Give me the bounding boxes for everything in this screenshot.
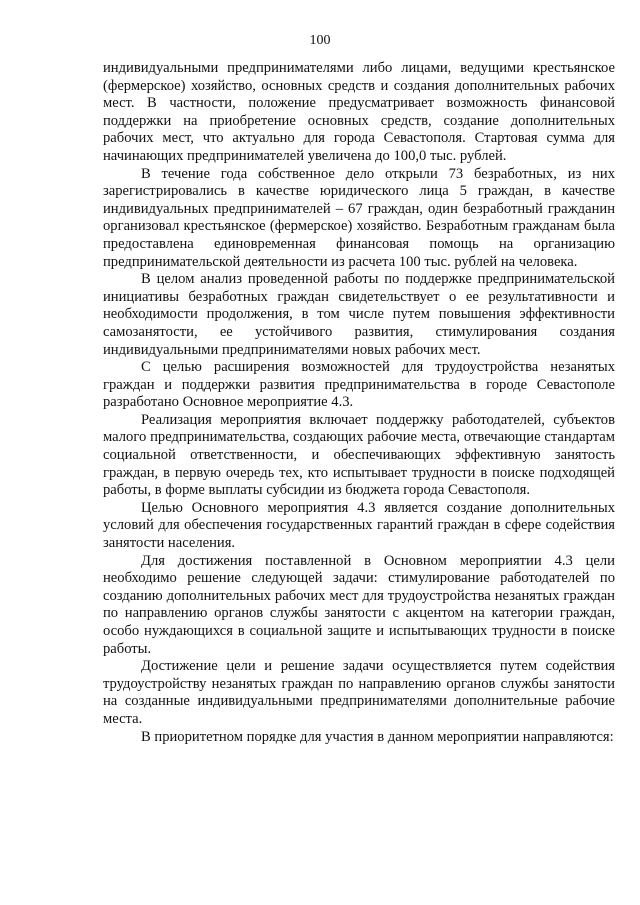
paragraph-continuation: индивидуальными предпринимателями либо лицами, ведущими крестьянское (фермерское) хозяйство, основных средств и создания дополнительных рабочих мест. В частности, положение предусматривает возможность финансовой поддержки на приобретение основных средств, создание дополнительных рабочих мест, что актуально для города Севастополя. Стартовая сумма для начинающих предпринимателей увеличена до 100,0 тыс. рублей. bbox=[103, 60, 615, 164]
paragraph-implementation: Реализация мероприятия включает поддержку работодателей, субъектов малого предпринимательства, создающих рабочие места, отвечающие стандартам социальной ответственности, и обеспечивающих эффективную занятость граждан, в первую очередь тех, кто испытывает трудности в поиске подходящей работы, в форме выплаты субсидии из бюджета города Севастополя. bbox=[103, 411, 615, 499]
paragraph-analysis: В целом анализ проведенной работы по поддержке предпринимательской инициативы безработных граждан свидетельствует о ее результативности и необходимости продолжения, в том числе путем повышения эффективности самозанятости, ее устойчивого развития, стимулирования создания индивидуальными предпринимателями новых рабочих мест. bbox=[103, 271, 615, 358]
paragraph-self-employment: В течение года собственное дело открыли 73 безработных, из них зарегистрировались в качестве юридического лица 5 граждан, в качестве индивидуальных предпринимателей – 67 граждан, один безработный гражданин организовал крестьянское (фермерское) хозяйство. Безработным гражданам была предоставлена единовременная финансовая помощь на организацию предпринимательской деятельности из расчета 100 тыс. рублей на человека. bbox=[103, 165, 615, 270]
paragraph-achievement: Достижение цели и решение задачи осуществляется путем содействия трудоустройству незанятых граждан по направлению органов службы занятости на созданные индивидуальными предпринимателями дополнительные рабочие места. bbox=[103, 658, 615, 727]
paragraph-measure-4-3: С целью расширения возможностей для трудоустройства незанятых граждан и поддержки развития предпринимательства в городе Севастополе разработано Основное мероприятие 4.3. bbox=[103, 359, 615, 411]
paragraph-task: Для достижения поставленной в Основном мероприятии 4.3 цели необходимо решение следующей задачи: стимулирование работодателей по созданию дополнительных рабочих мест для трудоустройства незанятых граждан по направлению органов службы занятости с акцентом на категории граждан, особо нуждающихся в социальной защите и испытывающих трудности в поиске работы. bbox=[103, 552, 615, 657]
page-number: 100 bbox=[309, 33, 331, 48]
document-body bbox=[103, 60, 615, 746]
paragraph-goal: Целью Основного мероприятия 4.3 является создание дополнительных условий для обеспечения государственных гарантий граждан в сфере содействия занятости населения. bbox=[103, 499, 615, 552]
paragraph-priority: В приоритетном порядке для участия в данном мероприятии направляются: bbox=[141, 728, 614, 745]
